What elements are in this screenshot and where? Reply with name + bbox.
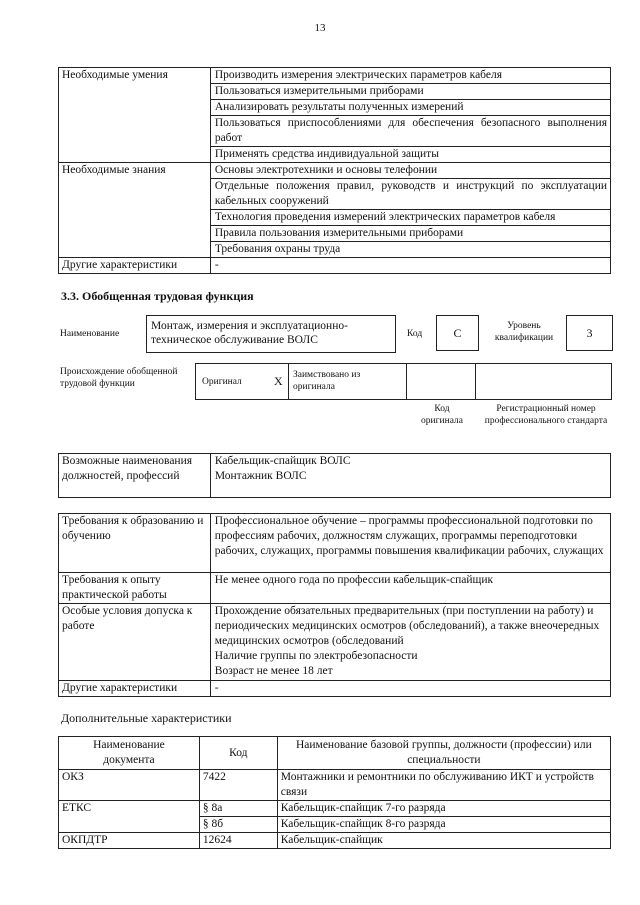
position-name: Кабельщик-спайщик ВОЛС [214,455,351,467]
code-box [436,315,479,351]
positions-table [58,453,611,498]
code-value: C [453,326,462,340]
borrowed-cell [288,363,407,400]
skills-table [58,67,611,274]
experience-label: Требования к опыту практической работы [59,573,211,604]
other-value: - [210,681,610,697]
code-cell: § 8а [199,801,277,817]
name-cell: Кабельщик-спайщик 8-го разряда [277,817,610,833]
original-mark: X [274,374,283,388]
experience-value: Не менее одного года по профессии кабельщик-спайщик [210,573,610,604]
borrowed-label: Заимствовано из оригинала [293,370,361,392]
page-number: 13 [314,22,326,34]
skill-item: Пользоваться измерительными приборами [210,84,610,100]
reg-number-label: Регистрационный номер профессионального стандарта [484,404,608,426]
doc-cell: ОКЗ [59,770,200,801]
header-document: Наименование документа [59,737,200,770]
other-characteristics-label: Другие характеристики [59,258,211,274]
requirements-table [58,513,611,697]
function-name-box [146,315,396,353]
knowledge-item: Правила пользования измерительными приборами [210,226,610,242]
education-value: Профессиональное обучение – программы профессиональной подготовки по профессиям рабочих, должностям служащих, программы переподготовки рабочих, служащих, программы повышения квалификации рабочих, служащих [210,514,610,573]
code-original-label: Код оригинала [421,404,463,426]
additional-table [58,736,611,849]
skill-item: Производить измерения электрических параметров кабеля [210,68,610,84]
header-name: Наименование базовой группы, должности (профессии) или специальности [277,737,610,770]
knowledge-item: Требования охраны труда [210,242,610,258]
section-title: 3.3. Обобщенная трудовая функция [61,289,254,303]
origin-label: Происхождение обобщенной трудовой функции [60,367,178,389]
knowledge-item: Основы электротехники и основы телефонии [210,163,610,179]
position-name: Монтажник ВОЛС [214,470,307,482]
positions-values [210,454,610,498]
knowledge-item: Технология проведения измерений электрических параметров кабеля [210,210,610,226]
admission-line: Наличие группы по электробезопасности [214,650,418,662]
additional-title: Дополнительные характеристики [61,711,232,725]
original-cell [195,363,289,400]
name-cell: Монтажники и ремонтники по обслуживанию ИКТ и устройств связи [277,770,610,801]
header-code: Код [199,737,277,770]
function-name-value: Монтаж, измерения и эксплуатационно-техническое обслуживание ВОЛС [151,320,348,346]
skill-item: Применять средства индивидуальной защиты [210,147,610,163]
doc-cell: ЕТКС [59,801,200,833]
code-cell: 12624 [199,833,277,849]
skill-item: Анализировать результаты полученных измерений [210,100,610,116]
knowledge-item: Отдельные положения правил, руководств и инструкций по эксплуатации кабельных сооружений [210,179,610,210]
admission-line: Прохождение обязательных предварительных (при поступлении на работу) и периодических медицинских осмотров (обследований), а также внеочередных медицинских осмотров (обследований [214,605,600,647]
name-cell: Кабельщик-спайщик [277,833,610,849]
code-original-cell [406,363,476,400]
original-label: Оригинал [202,377,242,387]
code-label: Код [407,329,423,339]
positions-label: Возможные наименования должностей, профессий [59,454,211,498]
skill-item: Пользоваться приспособлениями для обеспечения безопасного выполнения работ [210,116,610,147]
reg-number-cell [475,363,612,400]
other-characteristics-value: - [210,258,610,274]
name-label: Наименование [60,329,120,339]
doc-cell: ОКПДТР [59,833,200,849]
skills-label: Необходимые умения [59,68,211,163]
admission-value [210,604,610,681]
admission-label: Особые условия допуска к работе [59,604,211,681]
level-box [566,315,613,351]
level-value: 3 [586,326,593,340]
admission-line: Возраст не менее 18 лет [214,665,333,677]
knowledge-label: Необходимые знания [59,163,211,258]
code-cell: 7422 [199,770,277,801]
code-cell: § 8б [199,817,277,833]
education-label: Требования к образованию и обучению [59,514,211,573]
qualification-level-label: Уровень квалификации [494,321,554,343]
name-cell: Кабельщик-спайщик 7-го разряда [277,801,610,817]
other-label: Другие характеристики [59,681,211,697]
